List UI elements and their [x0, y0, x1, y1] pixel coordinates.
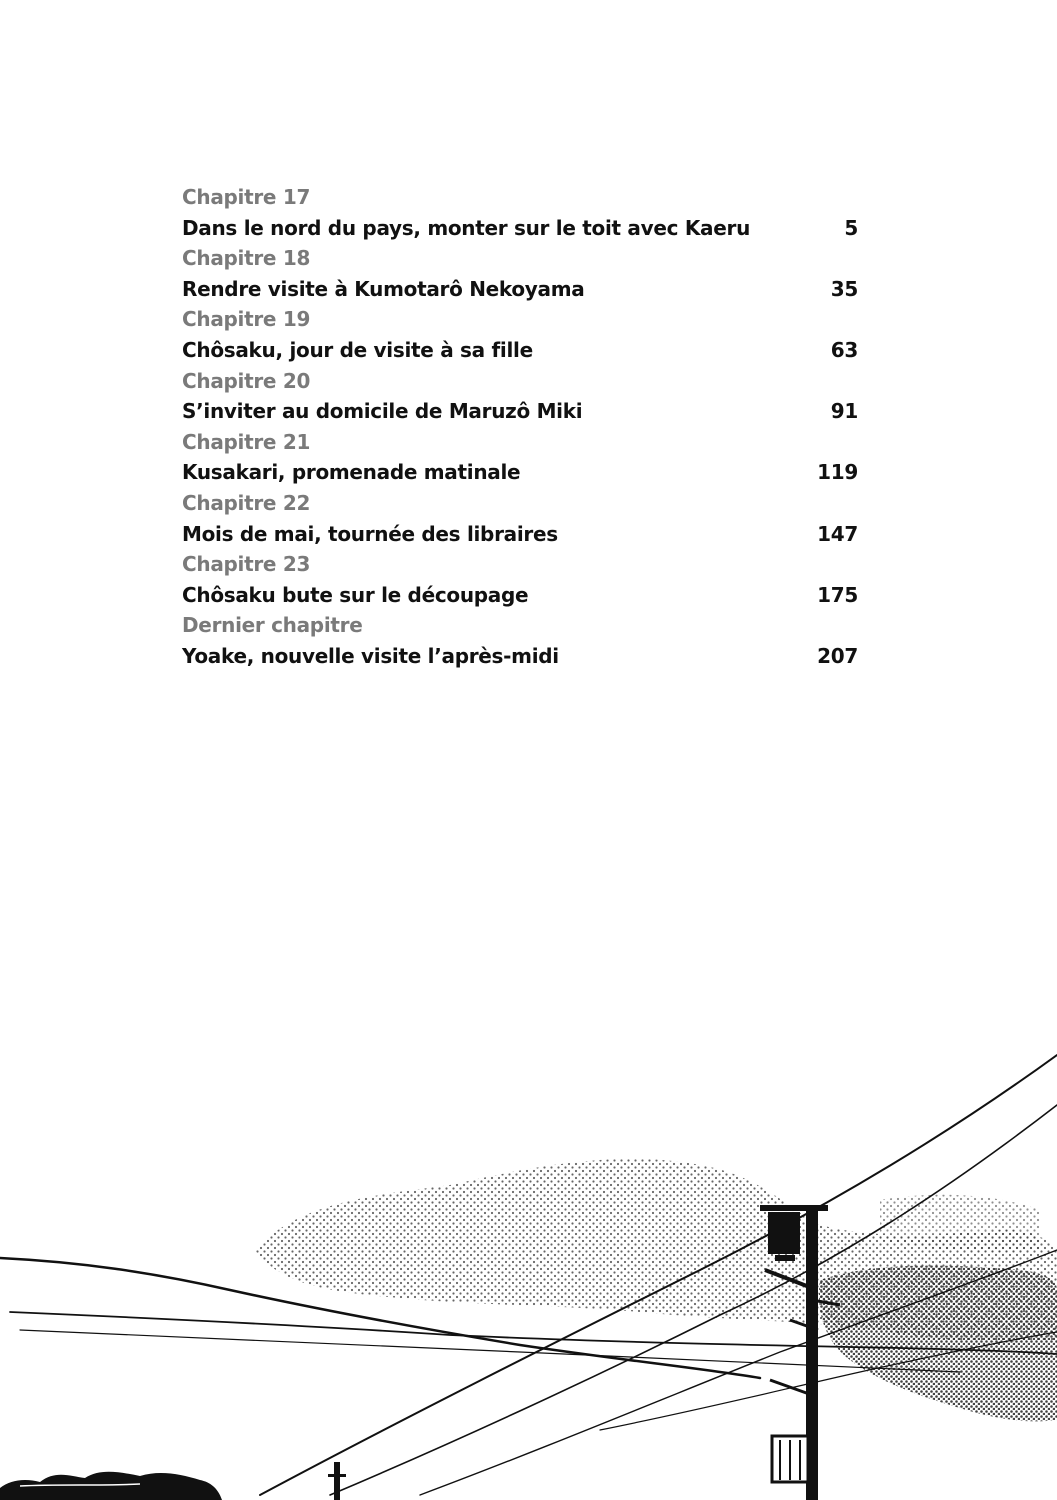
halftone-sky-clouds: [255, 1159, 1057, 1421]
chapter-title: Kusakari, promenade matinale: [182, 460, 521, 485]
toc-entry[interactable]: [182, 304, 858, 365]
chapter-number: Chapitre 18: [182, 246, 311, 271]
toc-entry[interactable]: [182, 427, 858, 488]
chapter-row: [182, 274, 858, 305]
chapter-number: Chapitre 23: [182, 552, 311, 577]
toc-entry[interactable]: [182, 366, 858, 427]
chapter-title: Yoake, nouvelle visite l’après-midi: [182, 643, 559, 668]
chapter-title: Chôsaku, jour de visite à sa fille: [182, 337, 533, 362]
chapter-title: Chôsaku bute sur le découpage: [182, 582, 529, 607]
chapter-title: Mois de mai, tournée des libraires: [182, 521, 558, 546]
chapter-row: [182, 457, 858, 488]
table-of-contents: [182, 182, 858, 672]
toc-entry[interactable]: [182, 488, 858, 549]
chapter-row: [182, 213, 858, 244]
chapter-number: Chapitre 22: [182, 490, 311, 515]
chapter-page-number: 91: [830, 399, 858, 424]
toc-entry[interactable]: [182, 243, 858, 304]
chapter-row: [182, 335, 858, 366]
treeline-silhouette: [0, 1472, 222, 1500]
chapter-number: Chapitre 21: [182, 429, 311, 454]
chapter-page-number: 119: [817, 460, 858, 485]
chapter-row: [182, 641, 858, 672]
chapter-page-number: 207: [817, 643, 858, 668]
chapter-title: S’inviter au domicile de Maruzô Miki: [182, 399, 583, 424]
chapter-page-number: 5: [844, 215, 858, 240]
chapter-number: Dernier chapitre: [182, 613, 363, 638]
chapter-number: Chapitre 17: [182, 185, 311, 209]
chapter-number: Chapitre 19: [182, 307, 311, 332]
chapter-page-number: 175: [817, 582, 858, 607]
toc-entry[interactable]: [182, 182, 858, 243]
chapter-title: Dans le nord du pays, monter sur le toit avec Kaeru: [182, 215, 751, 240]
toc-entry[interactable]: [182, 610, 858, 671]
chapter-row: [182, 519, 858, 550]
chapter-row: [182, 580, 858, 611]
chapter-page-number: 63: [830, 337, 858, 362]
toc-entry[interactable]: [182, 549, 858, 610]
chapter-row: [182, 396, 858, 427]
chapter-page-number: 147: [817, 521, 858, 546]
power-lines-illustration: [0, 1040, 1057, 1500]
chapter-number: Chapitre 20: [182, 368, 311, 393]
chapter-title: Rendre visite à Kumotarô Nekoyama: [182, 276, 585, 301]
chapter-page-number: 35: [830, 276, 858, 301]
